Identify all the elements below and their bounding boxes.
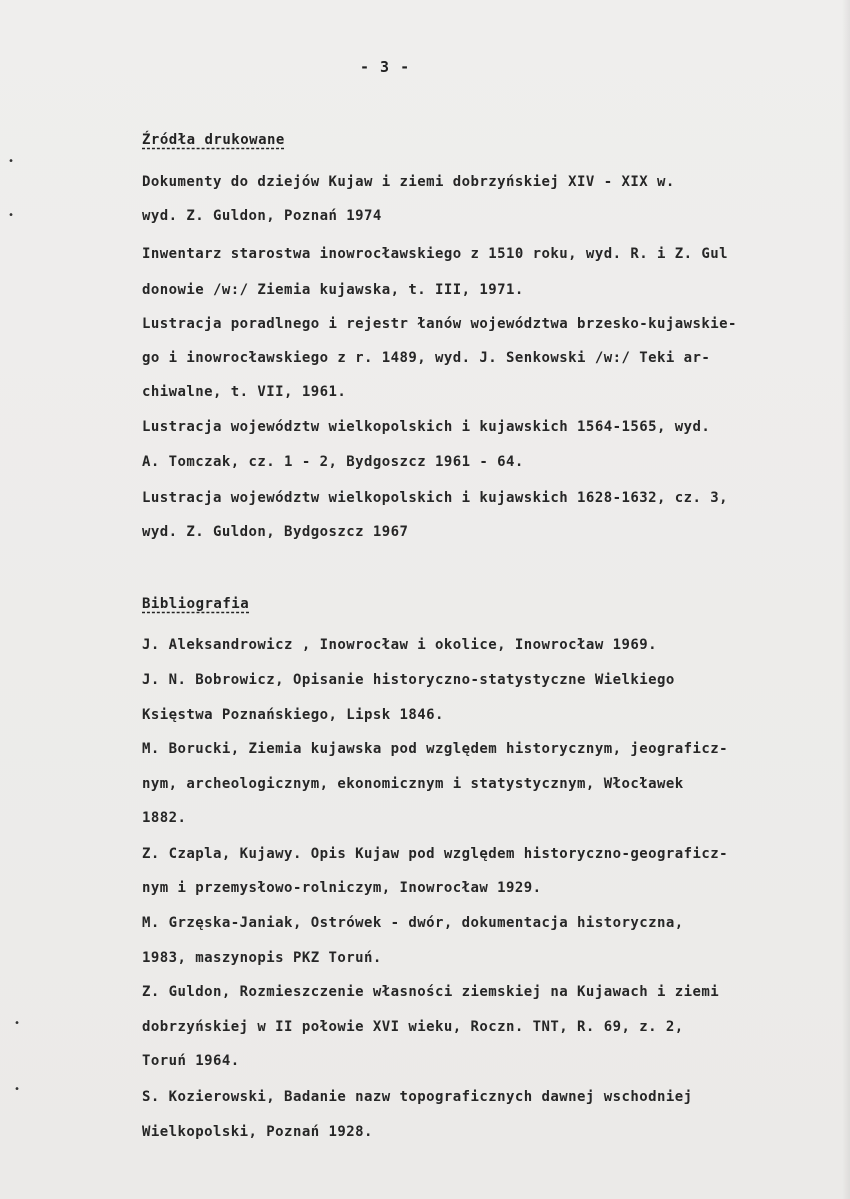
margin-dot: •: [8, 210, 15, 221]
text-line: Księstwa Poznańskiego, Lipsk 1846.: [142, 707, 444, 723]
text-line: chiwalne, t. VII, 1961.: [142, 384, 347, 400]
text-line: M. Borucki, Ziemia kujawska pod względem historycznym, jeograficz-: [142, 741, 728, 757]
section-heading-bibliography: Bibliografia: [142, 596, 250, 612]
text-line: J. Aleksandrowicz , Inowrocław i okolice, Inowrocław 1969.: [142, 637, 657, 653]
text-line: dobrzyńskiej w II połowie XVI wieku, Roczn. TNT, R. 69, z. 2,: [142, 1019, 684, 1035]
text-line: S. Kozierowski, Badanie nazw topograficznych dawnej wschodniej: [142, 1089, 693, 1105]
text-line: Lustracja województw wielkopolskich i kujawskich 1564-1565, wyd.: [142, 419, 711, 435]
page-number: - 3 -: [360, 58, 411, 76]
text-line: donowie /w:/ Ziemia kujawska, t. III, 1971.: [142, 282, 524, 298]
text-line: Wielkopolski, Poznań 1928.: [142, 1124, 373, 1140]
page-edge-shadow: [842, 0, 850, 1199]
text-line: M. Grzęska-Janiak, Ostrówek - dwór, dokumentacja historyczna,: [142, 915, 684, 931]
text-line: Inwentarz starostwa inowrocławskiego z 1510 roku, wyd. R. i Z. Gul: [142, 246, 728, 262]
margin-dot: •: [14, 1018, 21, 1029]
text-line: Dokumenty do dziejów Kujaw i ziemi dobrzyńskiej XIV - XIX w.: [142, 174, 675, 190]
text-line: wyd. Z. Guldon, Poznań 1974: [142, 208, 382, 224]
text-line: J. N. Bobrowicz, Opisanie historyczno-statystyczne Wielkiego: [142, 672, 675, 688]
margin-dot: •: [8, 156, 15, 167]
text-line: Lustracja województw wielkopolskich i kujawskich 1628-1632, cz. 3,: [142, 490, 728, 506]
text-line: nym, archeologicznym, ekonomicznym i statystycznym, Włocławek: [142, 776, 684, 792]
text-line: Toruń 1964.: [142, 1053, 240, 1069]
text-line: nym i przemysłowo-rolniczym, Inowrocław 1929.: [142, 880, 542, 896]
text-line: Z. Czapla, Kujawy. Opis Kujaw pod względem historyczno-geograficz-: [142, 846, 728, 862]
text-line: 1882.: [142, 810, 187, 826]
text-line: Lustracja poradlnego i rejestr łanów województwa brzesko-kujawskie-: [142, 316, 737, 332]
margin-dot: •: [14, 1084, 21, 1095]
section-heading-printed-sources: Źródła drukowane: [142, 132, 285, 148]
text-line: 1983, maszynopis PKZ Toruń.: [142, 950, 382, 966]
text-line: A. Tomczak, cz. 1 - 2, Bydgoszcz 1961 - 64.: [142, 454, 524, 470]
text-line: go i inowrocławskiego z r. 1489, wyd. J. Senkowski /w:/ Teki ar-: [142, 350, 711, 366]
text-line: wyd. Z. Guldon, Bydgoszcz 1967: [142, 524, 409, 540]
text-line: Z. Guldon, Rozmieszczenie własności ziemskiej na Kujawach i ziemi: [142, 984, 720, 1000]
